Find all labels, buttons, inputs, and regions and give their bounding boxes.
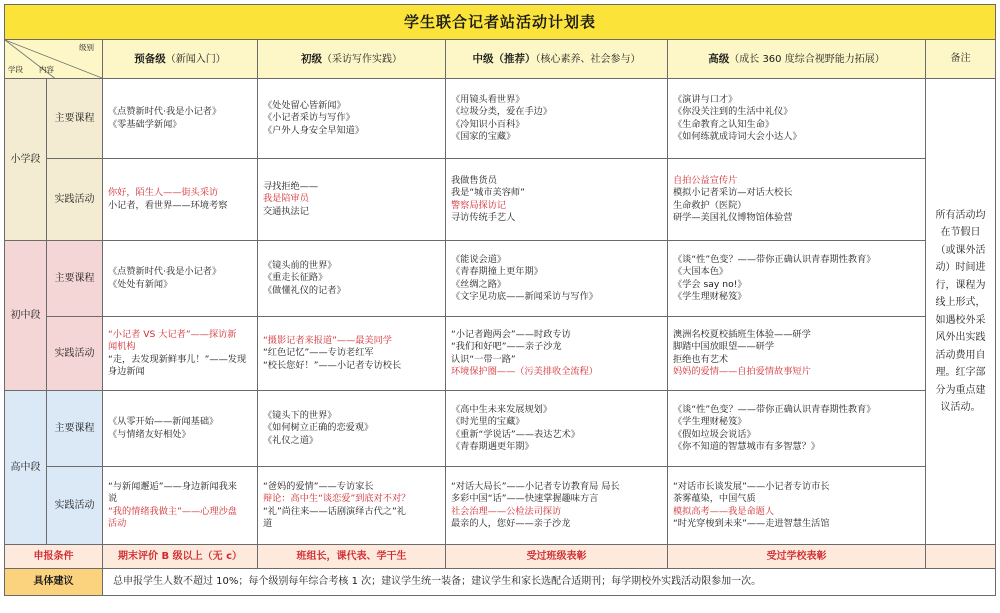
list-item: 《从零开始——新闻基础》 <box>108 416 219 428</box>
list-item: “爸妈的爱情”——专访家长 <box>263 480 374 492</box>
list-item: “校长您好！”——小记者专访校长 <box>263 359 402 371</box>
table-row <box>5 241 996 317</box>
list-item: 我是陪审员 <box>263 193 309 205</box>
course-cell <box>446 391 668 467</box>
list-item: 拒绝也有艺术 <box>673 353 729 365</box>
plan-table <box>4 4 996 596</box>
list-item: 《礼仪之道》 <box>263 434 319 446</box>
level-header-primary: 初级（采访写作实践） <box>258 40 446 79</box>
list-item: 《用镜头看世界》 <box>451 93 525 105</box>
practice-cell <box>446 467 668 545</box>
course-cell <box>446 79 668 159</box>
list-item: 你好，陌生人——街头采访 <box>108 187 219 199</box>
category-practice: 实践活动 <box>47 317 103 391</box>
suggestion-text: 总申报学生人数不超过 10%；每个级别每年综合考核 1 次；建议学生统一装备；建议学生和家长选配合适期刊；每学期校外实践活动限参加一次。 <box>103 569 996 596</box>
list-item: 闻机构 <box>108 341 136 353</box>
list-item: 活动 <box>108 517 127 529</box>
list-item: 《处处有新闻》 <box>108 278 173 290</box>
list-item: 我是“城市美容师” <box>451 187 525 199</box>
list-item: 《大国本色》 <box>673 266 729 278</box>
course-cell <box>668 241 926 317</box>
stage-primary: 小学段 <box>5 79 47 241</box>
practice-cell <box>258 317 446 391</box>
list-item: 道 <box>263 517 273 529</box>
list-item: 《时光里的宝藏》 <box>451 416 525 428</box>
course-cell <box>103 241 258 317</box>
course-cell <box>668 391 926 467</box>
list-item: 寻找拒绝—— <box>263 180 319 192</box>
list-item: 议活动。 <box>940 402 981 413</box>
list-item: 分为重点建 <box>935 384 986 396</box>
practice-cell <box>446 317 668 391</box>
list-item: 《学会 say no!》 <box>673 278 747 290</box>
table-row <box>5 467 996 545</box>
remarks-note <box>926 79 996 545</box>
category-practice: 实践活动 <box>47 159 103 241</box>
list-item: “小记者跑两会”——时政专访 <box>451 328 571 340</box>
table-row <box>5 79 996 159</box>
list-item: 《学生理财秘笈》 <box>673 290 747 302</box>
table-row <box>5 391 996 467</box>
course-cell <box>446 241 668 317</box>
list-item: 警察局探访记 <box>451 199 507 211</box>
list-item: 自拍公益宣传片 <box>673 174 738 186</box>
practice-cell <box>446 159 668 241</box>
list-item: “我的情绪我做主”——心理沙盘 <box>108 505 237 517</box>
list-item: 《重走长征路》 <box>263 272 328 284</box>
list-item: 动）时间进 <box>935 262 986 273</box>
list-item: 《如何练就成诗词大会小达人》 <box>673 130 802 142</box>
corner-level-label: 级别 <box>79 43 94 52</box>
list-item: “走，去发现新鲜事儿！”——发现 <box>108 353 247 365</box>
practice-cell <box>103 159 258 241</box>
conditions-label: 申报条件 <box>5 545 103 569</box>
course-cell <box>258 241 446 317</box>
condition-advanced: 受过学校表彰 <box>668 545 926 569</box>
category-course: 主要课程 <box>47 241 103 317</box>
level-header-advanced: 高级（成长 360 度综合视野能力拓展） <box>668 40 926 79</box>
list-item: 《零基础学新闻》 <box>108 118 182 130</box>
table-row <box>5 317 996 391</box>
list-item: 脚踏中国放眼望——研学 <box>673 341 775 353</box>
list-item: “红色记忆”——专访老红军 <box>263 347 374 359</box>
list-item: 生命救护（医院） <box>673 199 747 211</box>
list-item: 环境保护圈——（污美排收全流程） <box>451 365 598 377</box>
table-row <box>5 159 996 241</box>
list-item: “时光穿梭到未来”——走进智慧生活馆 <box>673 517 830 529</box>
list-item: 认识“一带一路” <box>451 353 516 365</box>
list-item: 《谈“性”色变？——带你正确认识青春期性教育》 <box>673 403 876 415</box>
course-cell <box>258 391 446 467</box>
list-item: 研学—美国礼仪博物馆体验营 <box>673 211 793 223</box>
condition-primary: 班组长，课代表、学干生 <box>258 545 446 569</box>
suggestion-label: 具体建议 <box>5 569 103 596</box>
remarks-header: 备注 <box>926 40 996 79</box>
list-item: 妈妈的爱情——自拍爱情故事短片 <box>673 365 811 377</box>
table-title: 学生联合记者站活动计划表 <box>5 5 996 40</box>
list-item: 《做懂礼仪的记者》 <box>263 284 346 296</box>
list-item: 《学生理财秘笈》 <box>673 416 747 428</box>
corner-content-label: 内容 <box>39 64 54 74</box>
list-item: “礼”尚往来——话剧演绎古代之”礼 <box>263 505 406 517</box>
list-item: 小记者，看世界——环境考察 <box>108 199 228 211</box>
list-item: 《青春期撞上更年期》 <box>451 266 543 278</box>
list-item: 《小记者采访与写作》 <box>263 112 355 124</box>
list-item: 《处处留心皆新闻》 <box>263 99 346 111</box>
list-item: “小记者 VS 大记者”——探访新 <box>108 328 237 340</box>
list-item: 风外出实践 <box>935 332 986 343</box>
list-item: 《如何树立正确的恋爱观》 <box>263 422 374 434</box>
list-item: 我做售货员 <box>451 174 497 186</box>
list-item: 最亲的人，您好——亲子沙龙 <box>451 517 571 529</box>
list-item: 理。红字部 <box>935 367 986 378</box>
list-item: 《你不知道的智慧城市有多智慧？》 <box>673 440 820 452</box>
list-item: 《青春期遇更年期》 <box>451 440 534 452</box>
list-item: 《冷知识小百科》 <box>451 118 525 130</box>
stage-junior: 初中段 <box>5 241 47 391</box>
list-item: 《重新“学说话”——表达艺术》 <box>451 428 580 440</box>
corner-stage-label: 学段 <box>8 64 23 74</box>
category-course: 主要课程 <box>47 79 103 159</box>
list-item: 《镜头前的世界》 <box>263 259 337 271</box>
list-item: 线上形式， <box>935 297 986 308</box>
list-item: 多彩中国“话”——快速掌握趣味方言 <box>451 493 599 505</box>
list-item: 模拟高考——我是命题人 <box>673 505 775 517</box>
list-item: 《假如垃圾会说话》 <box>673 428 756 440</box>
category-course: 主要课程 <box>47 391 103 467</box>
stage-senior: 高中段 <box>5 391 47 545</box>
conditions-row <box>5 545 996 569</box>
level-header-intermediate: 中级（推荐）（核心素养、社会参与） <box>446 40 668 79</box>
list-item: 所有活动均 <box>935 209 986 221</box>
course-cell <box>258 79 446 159</box>
level-header-preparatory: 预备级（新闻入门） <box>103 40 258 79</box>
condition-preparatory: 期末评价 B 级以上（无 c） <box>103 545 258 569</box>
list-item: 《点赞新时代·我是小记者》 <box>108 266 222 278</box>
list-item: 如遇校外采 <box>935 314 986 326</box>
practice-cell <box>103 467 258 545</box>
activity-plan-sheet <box>4 4 995 609</box>
list-item: 茶雾蕴染，中国气质 <box>673 493 756 505</box>
list-item: 《文字见功底——新闻采访与写作》 <box>451 290 598 302</box>
list-item: 辩论：高中生“谈恋爱”到底对不对？ <box>263 493 411 505</box>
list-item: 《你没关注到的生活中礼仪》 <box>673 106 793 118</box>
condition-intermediate: 受过班级表彰 <box>446 545 668 569</box>
list-item: “摄影记者来报道”——最美同学 <box>263 334 392 346</box>
list-item: 《点赞新时代·我是小记者》 <box>108 106 222 118</box>
list-item: 身边新闻 <box>108 365 145 377</box>
suggestion-row <box>5 569 996 596</box>
category-practice: 实践活动 <box>47 467 103 545</box>
practice-cell <box>258 467 446 545</box>
list-item: 《垃圾分类，爱在手边》 <box>451 106 553 118</box>
list-item: “我们和好吧”——亲子沙龙 <box>451 341 562 353</box>
list-item: 《镜头下的世界》 <box>263 409 337 421</box>
list-item: “对话大局长”——小记者专访教育局 局长 <box>451 480 620 492</box>
list-item: 社会治理——公检法司探访 <box>451 505 562 517</box>
course-cell <box>103 391 258 467</box>
list-item: 在节假日 <box>940 227 981 238</box>
list-item: （或课外活 <box>935 244 986 256</box>
practice-cell <box>258 159 446 241</box>
list-item: 模拟小记者采访—对话大校长 <box>673 187 793 199</box>
list-item: 澳洲名校夏校插班生体验——研学 <box>673 328 811 340</box>
course-cell <box>668 79 926 159</box>
list-item: 《谈“性”色变？——带你正确认识青春期性教育》 <box>673 253 876 265</box>
course-cell <box>103 79 258 159</box>
list-item: 《国家的宝藏》 <box>451 130 516 142</box>
list-item: 《生命教育之认知生命》 <box>673 118 775 130</box>
list-item: “与新闻邂逅”——身边新闻我来 <box>108 480 237 492</box>
list-item: 交通执法记 <box>263 205 309 217</box>
list-item: 寻访传统手艺人 <box>451 211 516 223</box>
practice-cell <box>668 159 926 241</box>
list-item: 《丝绸之路》 <box>451 278 507 290</box>
practice-cell <box>103 317 258 391</box>
list-item: 《演讲与口才》 <box>673 93 738 105</box>
list-item: 《高中生未来发展规划》 <box>451 403 553 415</box>
practice-cell <box>668 467 926 545</box>
list-item: 活动费用自 <box>935 349 986 361</box>
list-item: 行，课程为 <box>935 279 986 291</box>
corner-header <box>5 40 103 79</box>
list-item: 《与情绪友好相处》 <box>108 428 191 440</box>
list-item: 说 <box>108 493 118 505</box>
list-item: “对话市长谈发展”——小记者专访市长 <box>673 480 830 492</box>
condition-remarks-empty <box>926 545 996 569</box>
practice-cell <box>668 317 926 391</box>
list-item: 《能说会道》 <box>451 253 507 265</box>
list-item: 《户外人身安全早知道》 <box>263 124 365 136</box>
